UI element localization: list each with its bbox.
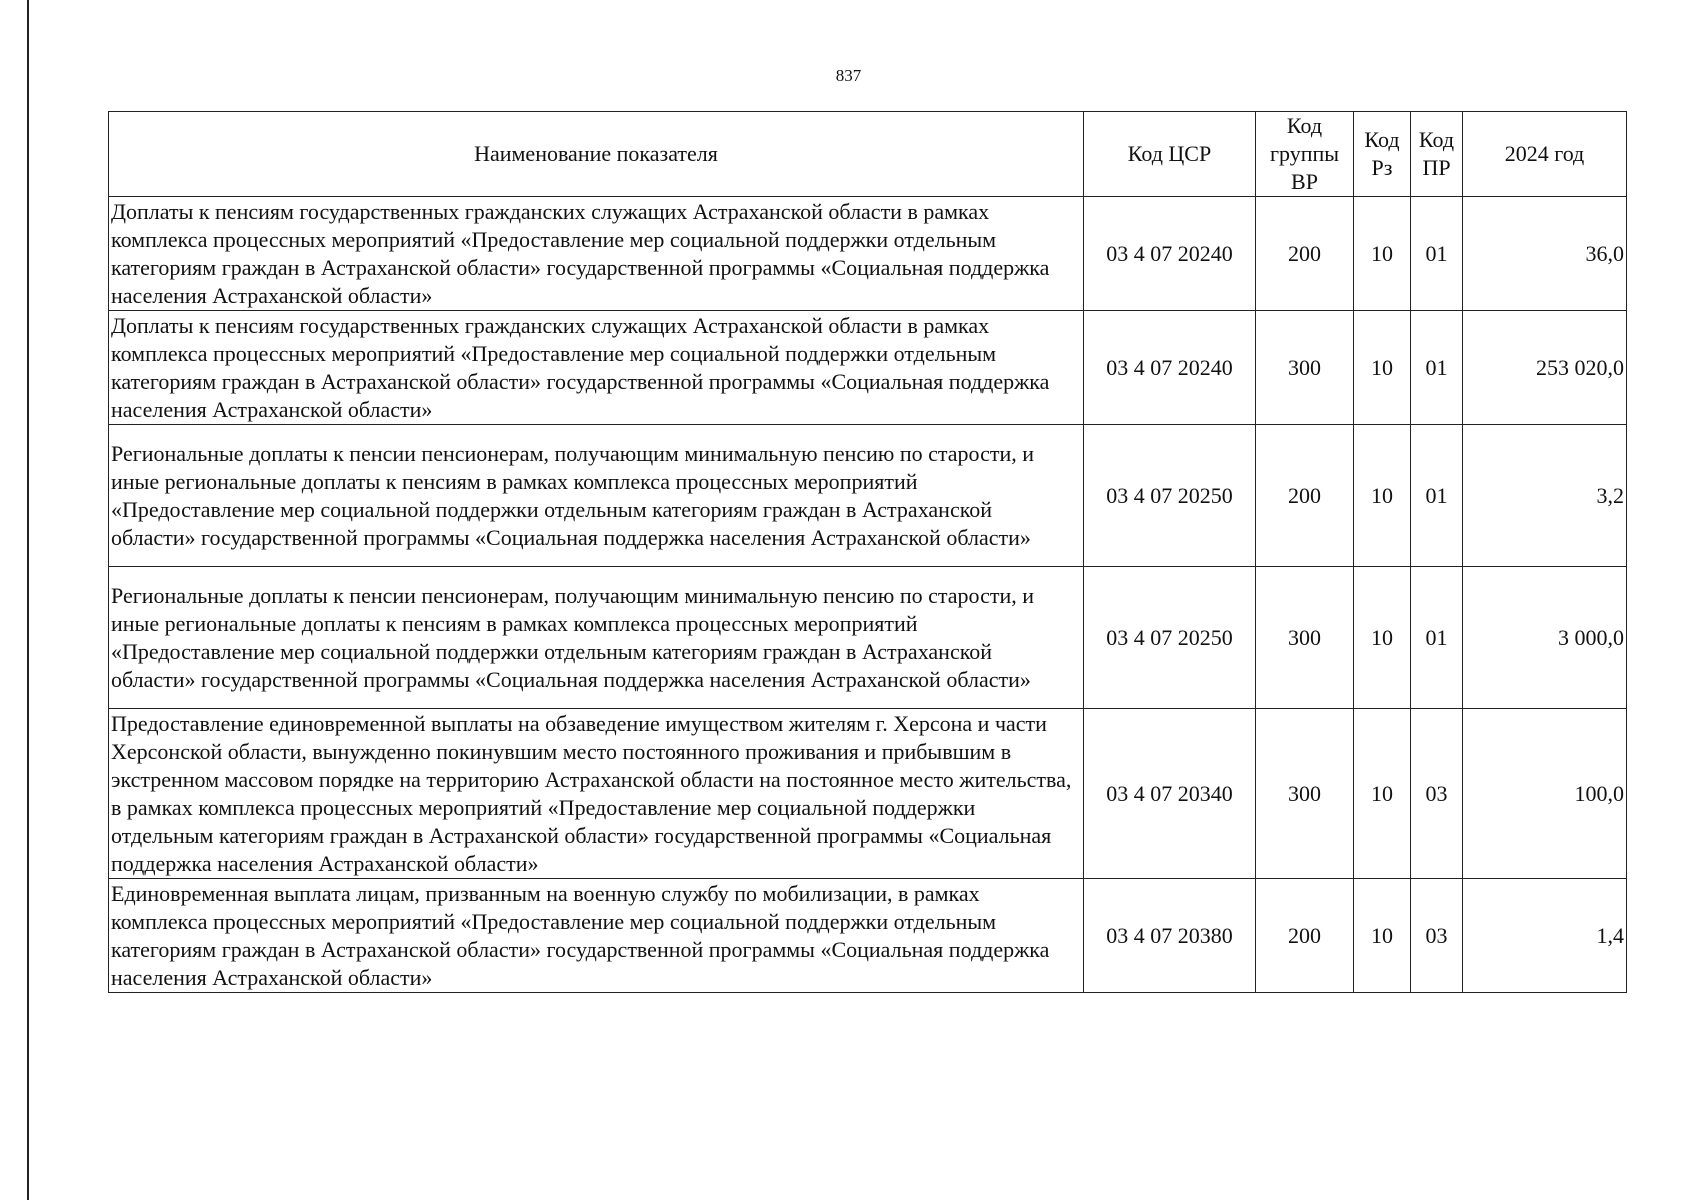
cell-vr-code: 300 xyxy=(1256,709,1354,879)
cell-csr-code: 03 4 07 20340 xyxy=(1084,709,1256,879)
header-pr-line2: ПР xyxy=(1422,155,1451,180)
binding-margin-line xyxy=(27,0,29,1200)
header-vr-line1: Код xyxy=(1286,113,1323,138)
budget-table xyxy=(108,111,1627,993)
cell-rz-code: 10 xyxy=(1354,567,1411,709)
cell-name: Предоставление единовременной выплаты на обзаведение имуществом жителям г. Херсона и части Херсонской области, вынужденно покинувшим место постоянного проживания и прибывшим в экстренном массовом порядке на территорию Астраханской области на постоянное место жительства, в рамках комплекса процессных мероприятий «Предоставление мер социальной поддержки отдельным категориям граждан в Астраханской области» государственной программы «Социальная поддержка населения Астраханской области» xyxy=(109,709,1084,879)
cell-name: Региональные доплаты к пенсии пенсионерам, получающим минимальную пенсию по старости, и иные региональные доплаты к пенсиям в рамках комплекса процессных мероприятий «Предоставление мер социальной поддержки отдельным категориям граждан в Астраханской области» государственной программы «Социальная поддержка населения Астраханской области» xyxy=(109,425,1084,567)
cell-pr-code: 01 xyxy=(1411,567,1463,709)
cell-rz-code: 10 xyxy=(1354,197,1411,311)
cell-pr-code: 01 xyxy=(1411,197,1463,311)
cell-pr-code: 03 xyxy=(1411,879,1463,993)
cell-vr-code: 200 xyxy=(1256,879,1354,993)
cell-rz-code: 10 xyxy=(1354,879,1411,993)
cell-name: Региональные доплаты к пенсии пенсионерам, получающим минимальную пенсию по старости, и иные региональные доплаты к пенсиям в рамках комплекса процессных мероприятий «Предоставление мер социальной поддержки отдельным категориям граждан в Астраханской области» государственной программы «Социальная поддержка населения Астраханской области» xyxy=(109,567,1084,709)
cell-pr-code: 01 xyxy=(1411,425,1463,567)
cell-name: Доплаты к пенсиям государственных гражданских служащих Астраханской области в рамках комплекса процессных мероприятий «Предоставление мер социальной поддержки отдельным категориям граждан в Астраханской области» государственной программы «Социальная поддержка населения Астраханской области» xyxy=(109,197,1084,311)
header-name: Наименование показателя xyxy=(109,112,1084,197)
header-rz-line2: Рз xyxy=(1371,155,1393,180)
cell-rz-code: 10 xyxy=(1354,425,1411,567)
cell-amount: 253 020,0 xyxy=(1463,311,1627,425)
cell-name: Доплаты к пенсиям государственных гражданских служащих Астраханской области в рамках комплекса процессных мероприятий «Предоставление мер социальной поддержки отдельным категориям граждан в Астраханской области» государственной программы «Социальная поддержка населения Астраханской области» xyxy=(109,311,1084,425)
cell-vr-code: 200 xyxy=(1256,197,1354,311)
header-rz-code xyxy=(1354,112,1411,197)
table-row xyxy=(109,311,1627,425)
page-number: 837 xyxy=(835,66,862,85)
header-vr-line3: ВР xyxy=(1291,169,1318,194)
table-row xyxy=(109,879,1627,993)
cell-vr-code: 300 xyxy=(1256,311,1354,425)
cell-amount: 36,0 xyxy=(1463,197,1627,311)
cell-rz-code: 10 xyxy=(1354,311,1411,425)
header-csr-code: Код ЦСР xyxy=(1084,112,1256,197)
cell-vr-code: 200 xyxy=(1256,425,1354,567)
table-row xyxy=(109,425,1627,567)
table-row xyxy=(109,197,1627,311)
header-year: 2024 год xyxy=(1463,112,1627,197)
cell-csr-code: 03 4 07 20250 xyxy=(1084,567,1256,709)
cell-csr-code: 03 4 07 20240 xyxy=(1084,197,1256,311)
header-vr-line2: группы xyxy=(1269,141,1340,166)
header-rz-line1: Код xyxy=(1364,127,1400,152)
cell-csr-code: 03 4 07 20380 xyxy=(1084,879,1256,993)
cell-amount: 100,0 xyxy=(1463,709,1627,879)
table-row xyxy=(109,709,1627,879)
header-pr-code xyxy=(1411,112,1463,197)
cell-rz-code: 10 xyxy=(1354,709,1411,879)
cell-pr-code: 01 xyxy=(1411,311,1463,425)
table-row xyxy=(109,567,1627,709)
cell-csr-code: 03 4 07 20250 xyxy=(1084,425,1256,567)
table-header-row xyxy=(109,112,1627,197)
cell-amount: 3,2 xyxy=(1463,425,1627,567)
cell-csr-code: 03 4 07 20240 xyxy=(1084,311,1256,425)
cell-amount: 1,4 xyxy=(1463,879,1627,993)
cell-name: Единовременная выплата лицам, призванным на военную службу по мобилизации, в рамках комплекса процессных мероприятий «Предоставление мер социальной поддержки отдельным категориям граждан в Астраханской области» государственной программы «Социальная поддержка населения Астраханской области» xyxy=(109,879,1084,993)
cell-pr-code: 03 xyxy=(1411,709,1463,879)
header-pr-line1: Код xyxy=(1418,127,1455,152)
cell-vr-code: 300 xyxy=(1256,567,1354,709)
cell-amount: 3 000,0 xyxy=(1463,567,1627,709)
header-vr-code xyxy=(1256,112,1354,197)
